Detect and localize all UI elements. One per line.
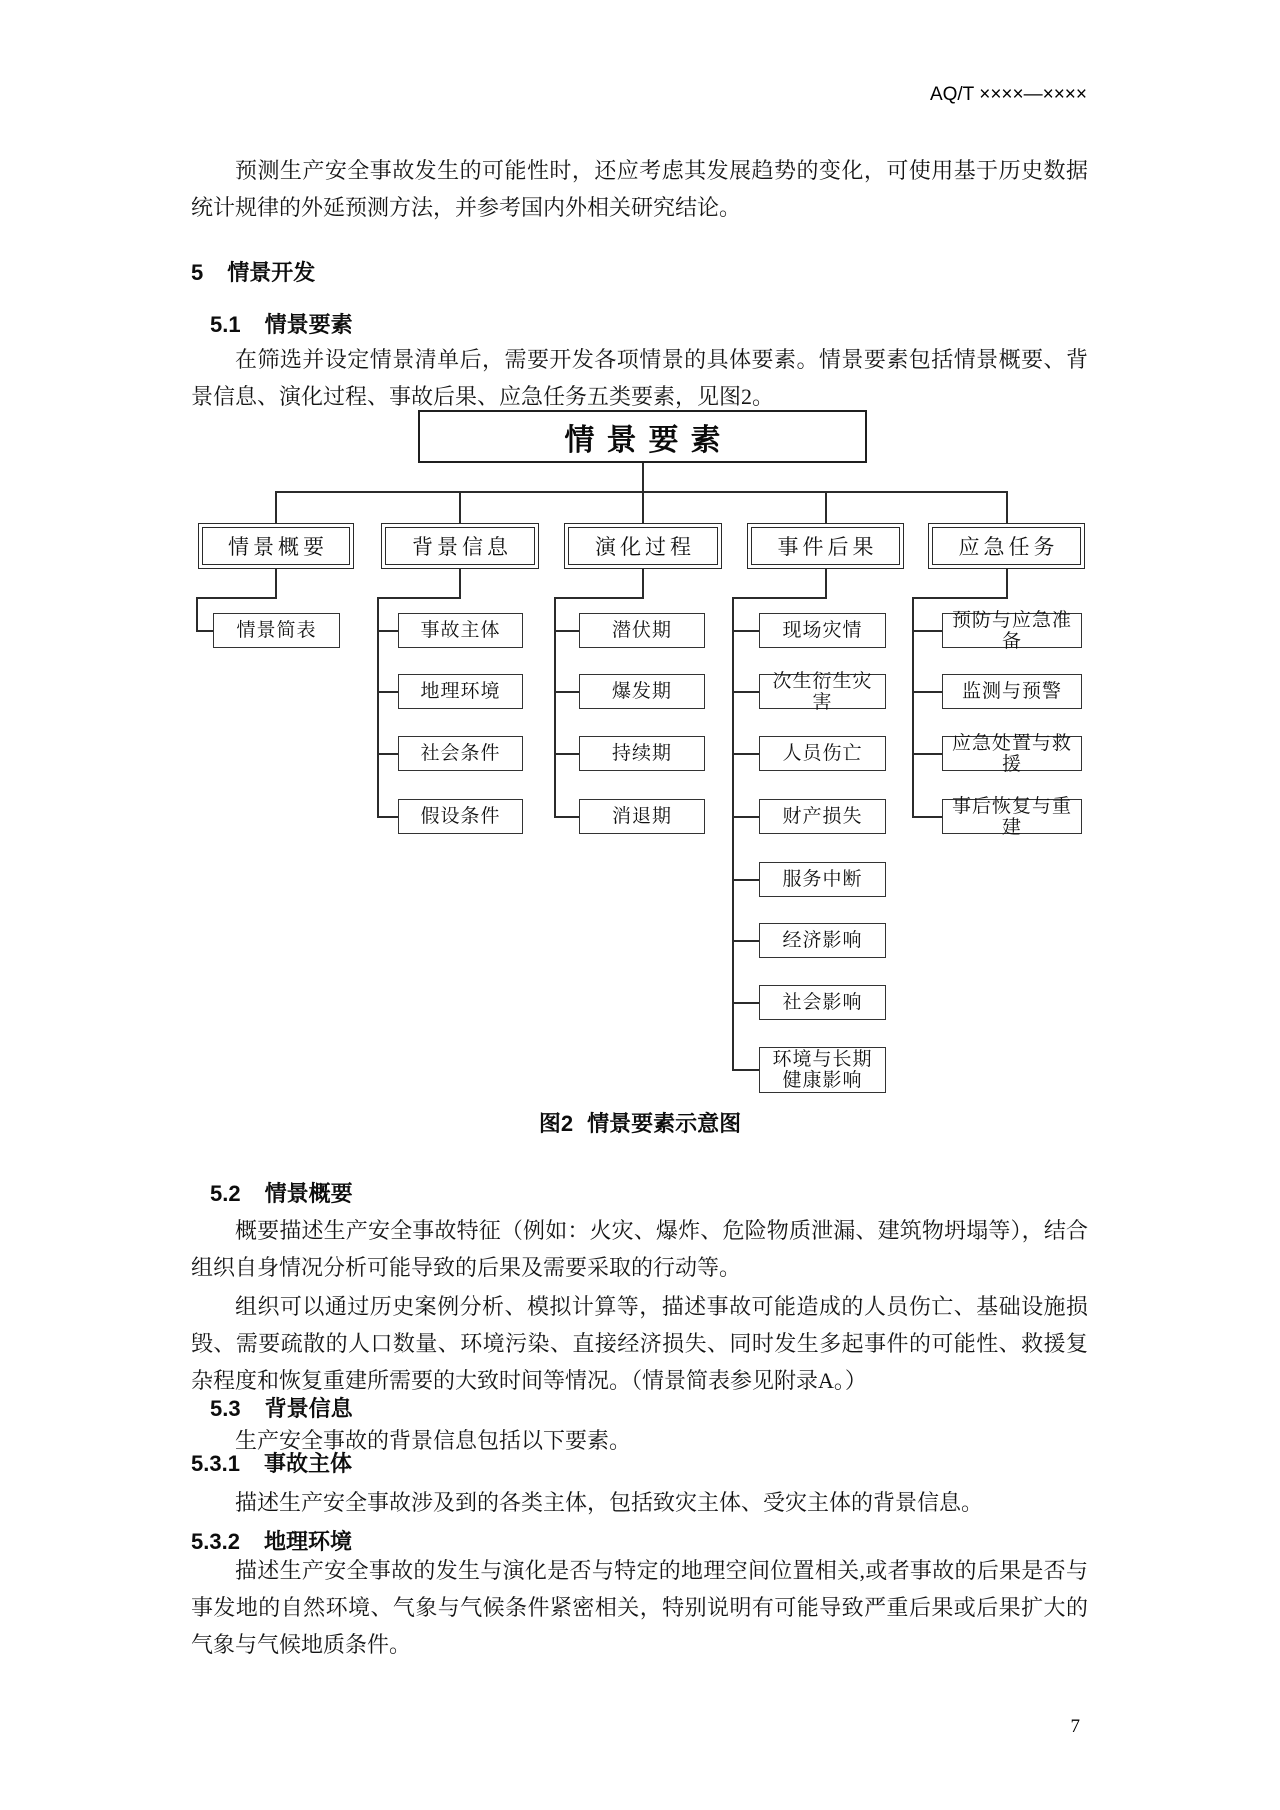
paragraph-summary-2: 组织可以通过历史案例分析、模拟计算等，描述事故可能造成的人员伤亡、基础设施损毁、需要疏散的人口数量、环境污染、直接经济损失、同时发生多起事件的可能性、救援复杂程度和恢复重建所需要的大致时间等情况。（情景简表参见附录A。） (191, 1294, 1088, 1393)
figure-connector-line (732, 597, 826, 599)
figure-connector-line (825, 491, 827, 524)
figure-connector-line (196, 630, 213, 632)
figure-connector-line (642, 491, 644, 524)
figure-child-box: 次生衍生灾害 (759, 674, 886, 709)
figure-child-box: 持续期 (579, 736, 705, 771)
figure-child-box: 事后恢复与重建 (942, 799, 1082, 834)
figure-caption-number: 图2 (538, 1111, 574, 1136)
figure-connector-line (377, 597, 379, 818)
figure-connector-line (377, 630, 398, 632)
figure-connector-line (459, 569, 461, 599)
figure-branch-label: 事件后果 (751, 527, 900, 565)
figure-connector-line (554, 630, 579, 632)
figure-child-box: 潜伏期 (579, 613, 705, 648)
heading-title: 地理环境 (263, 1529, 352, 1554)
figure-connector-line (642, 463, 644, 493)
page-number: 7 (1070, 1716, 1080, 1737)
figure-child-box: 爆发期 (579, 674, 705, 709)
figure-connector-line (554, 691, 579, 693)
figure-connector-line (642, 569, 644, 599)
figure-child-box: 环境与长期健康影响 (759, 1047, 886, 1093)
figure-connector-line (912, 597, 1007, 599)
figure-connector-line (275, 491, 277, 524)
figure-connector-line (196, 597, 198, 632)
figure-connector-line (912, 597, 914, 818)
figure-child-box: 预防与应急准备 (942, 613, 1082, 648)
heading-5-3-background-info (210, 1394, 353, 1424)
heading-number: 5.2 (210, 1181, 241, 1206)
heading-title: 背景信息 (264, 1396, 353, 1421)
figure-connector-line (377, 753, 398, 755)
figure-child-box: 人员伤亡 (759, 736, 886, 771)
heading-title: 情景要素 (264, 312, 353, 337)
heading-number: 5.3.2 (191, 1529, 240, 1554)
figure-branch-box (747, 523, 904, 569)
figure-branch-label: 应急任务 (932, 527, 1081, 565)
figure-connector-line (732, 940, 759, 942)
figure-connector-line (912, 816, 942, 818)
figure-branch-box (928, 523, 1085, 569)
figure-child-box: 服务中断 (759, 862, 886, 897)
paragraph-summary-1: 概要描述生产安全事故特征（例如：火灾、爆炸、危险物质泄漏、建筑物坍塌等），结合组织自身情况分析可能导致的后果及需要采取的行动等。 (191, 1218, 1088, 1280)
paragraph-forecast: 预测生产安全事故发生的可能性时，还应考虑其发展趋势的变化，可使用基于历史数据统计规律的外延预测方法，并参考国内外相关研究结论。 (191, 158, 1088, 220)
figure-caption-title: 情景要素示意图 (587, 1111, 742, 1136)
figure-connector-line (912, 753, 942, 755)
figure-branch-box (381, 523, 539, 569)
figure-connector-line (1006, 491, 1008, 524)
paragraph-geo: 描述生产安全事故的发生与演化是否与特定的地理空间位置相关,或者事故的后果是否与事发地的自然环境、气象与气候条件紧密相关，特别说明有可能导致严重后果或后果扩大的气象与气候地质条件。 (191, 1558, 1088, 1657)
figure-connector-line (732, 691, 759, 693)
figure-connector-line (825, 569, 827, 599)
figure-connector-line (732, 753, 759, 755)
figure-child-box: 监测与预警 (942, 674, 1082, 709)
figure-branch-box (198, 523, 354, 569)
figure-connector-line (377, 816, 398, 818)
paragraph-subject: 描述生产安全事故涉及到的各类主体，包括致灾主体、受灾主体的背景信息。 (235, 1490, 984, 1515)
figure-connector-line (554, 816, 579, 818)
figure-child-box: 现场灾情 (759, 613, 886, 648)
heading-number: 5.3.1 (191, 1451, 240, 1476)
figure-child-box: 财产损失 (759, 799, 886, 834)
figure-child-box: 应急处置与救援 (942, 736, 1082, 771)
figure-connector-line (1006, 569, 1008, 599)
figure-child-box: 地理环境 (398, 674, 523, 709)
heading-number: 5 (191, 260, 204, 285)
figure-connector-line (275, 569, 277, 599)
figure-connector-line (377, 597, 460, 599)
heading-number: 5.3 (210, 1396, 241, 1421)
figure-connector-line (912, 630, 942, 632)
figure-connector-line (732, 1069, 759, 1071)
heading-title: 情景开发 (227, 260, 316, 285)
figure-child-box: 事故主体 (398, 613, 523, 648)
figure-connector-line (732, 879, 759, 881)
page-header: AQ/T ××××—×××× (929, 84, 1087, 105)
figure-connector-line (732, 597, 734, 1071)
heading-number: 5.1 (210, 312, 241, 337)
heading-title: 事故主体 (263, 1451, 352, 1476)
figure-connector-line (554, 597, 643, 599)
figure-child-box: 经济影响 (759, 923, 886, 958)
figure-connector-line (196, 597, 276, 599)
heading-title: 情景概要 (264, 1181, 353, 1206)
heading-5-3-1-accident-subject (191, 1449, 352, 1479)
figure-caption (0, 1109, 1280, 1139)
figure-child-box: 情景简表 (213, 613, 340, 648)
figure-connector-line (732, 1002, 759, 1004)
figure-connector-line (459, 491, 461, 524)
figure-branch-box (564, 523, 722, 569)
figure-branch-label: 情景概要 (202, 527, 350, 565)
figure-child-box: 社会影响 (759, 985, 886, 1020)
figure-connector-line (377, 691, 398, 693)
heading-5-2-scenario-summary (210, 1179, 353, 1209)
paragraph-background: 生产安全事故的背景信息包括以下要素。 (235, 1428, 632, 1453)
figure-connector-line (732, 816, 759, 818)
figure-branch-label: 背景信息 (385, 527, 535, 565)
figure-connector-line (554, 597, 556, 818)
figure-connector-line (912, 691, 942, 693)
figure-child-box: 假设条件 (398, 799, 523, 834)
figure-child-box: 社会条件 (398, 736, 523, 771)
figure-root-box: 情景要素 (418, 410, 867, 463)
paragraph-elements-intro: 在筛选并设定情景清单后，需要开发各项情景的具体要素。情景要素包括情景概要、背景信息、演化过程、事故后果、应急任务五类要素，见图2。 (191, 347, 1088, 409)
figure-child-box: 消退期 (579, 799, 705, 834)
figure-branch-label: 演化过程 (568, 527, 718, 565)
figure-connector-line (732, 630, 759, 632)
figure-connector-line (554, 753, 579, 755)
